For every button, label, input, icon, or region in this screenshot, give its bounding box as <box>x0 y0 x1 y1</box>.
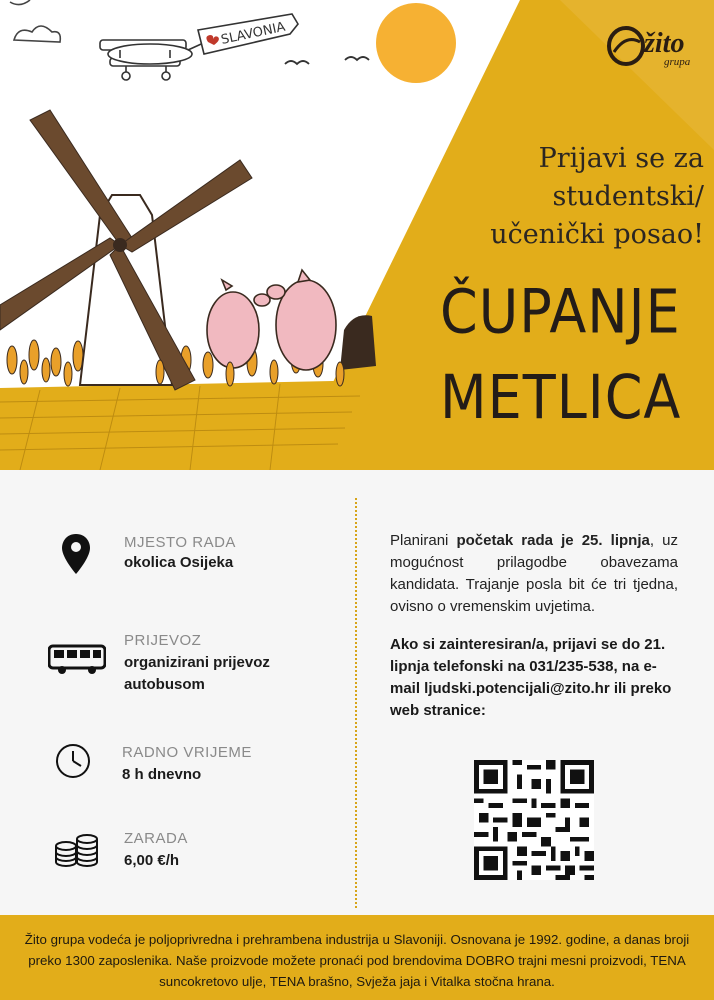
detail-value: 8 h dnevno <box>122 766 202 783</box>
tagline-line: Prijavi se za <box>538 143 704 174</box>
tagline <box>404 140 704 254</box>
apply-instructions: Ako si zainteresiran/a, prijavi se do 21. lipnja telefonski na 031/235-538, na e-mail ljudski.potencijali@zito.hr ili preko web stranice: <box>390 636 672 719</box>
detail-value: okolica Osijeka <box>124 554 234 571</box>
job-title-line: ČUPANJE <box>440 276 681 348</box>
sun <box>376 3 456 83</box>
tagline-line: učenički posao! <box>490 219 704 250</box>
clock-icon <box>54 742 92 780</box>
field <box>0 380 380 470</box>
dark-animal <box>340 315 376 370</box>
company-description: Žito grupa vodeća je poljoprivredna i prehrambena industrija u Slavoniji. Osnovana je 1992. godine, a danas broji preko 1300 zaposlenika. Naše proizvode možete pronaći pod brendovima DOBRO trajni mesni proizvodi, TENA suncokretovo ulje, TENA brašno, Svježa jaja i Vitalka stočna hrana. <box>24 932 690 989</box>
detail-label: RADNO VRIJEME <box>122 744 252 761</box>
bus-icon <box>48 642 106 676</box>
bird <box>345 57 369 60</box>
intro-pre: Planirani <box>390 532 457 549</box>
coins-icon <box>54 832 100 868</box>
bird <box>285 61 309 64</box>
company-footer <box>0 915 714 1000</box>
start-description <box>390 530 678 618</box>
qr-code-icon[interactable] <box>474 760 594 880</box>
pig-left <box>207 280 270 368</box>
intro-post: , uz mogućnost prilagodbe obavezama kandidata. Trajanje posla bit će tri tjedna, ovisno o vremenskim uvjetima. <box>390 532 678 615</box>
zito-logo-icon <box>606 24 646 68</box>
detail-label: PRIJEVOZ <box>124 632 202 649</box>
detail-label: ZARADA <box>124 830 188 847</box>
hero-illustration <box>0 0 714 470</box>
banner-text: SLAVONIA <box>219 19 287 48</box>
zito-logo[interactable] <box>606 24 702 76</box>
intro-bold: početak rada je 25. lipnja <box>456 532 650 549</box>
cloud-top <box>10 0 30 5</box>
cloud-left <box>14 26 60 42</box>
detail-value: 6,00 €/h <box>124 852 180 869</box>
detail-value: organizirani prijevoz autobusom <box>124 654 270 693</box>
job-title-line: METLICA <box>440 361 682 433</box>
tagline-line: studentski/ <box>552 181 704 212</box>
logo-subtitle: grupa <box>664 56 691 68</box>
job-title <box>440 270 710 440</box>
pig-right <box>267 270 336 370</box>
biplane <box>100 40 210 80</box>
logo-wordmark: žito <box>644 28 685 59</box>
location-pin-icon <box>52 530 100 578</box>
detail-label: MJESTO RADA <box>124 534 236 551</box>
dotted-divider <box>355 498 357 908</box>
windmill-hub <box>113 238 127 252</box>
